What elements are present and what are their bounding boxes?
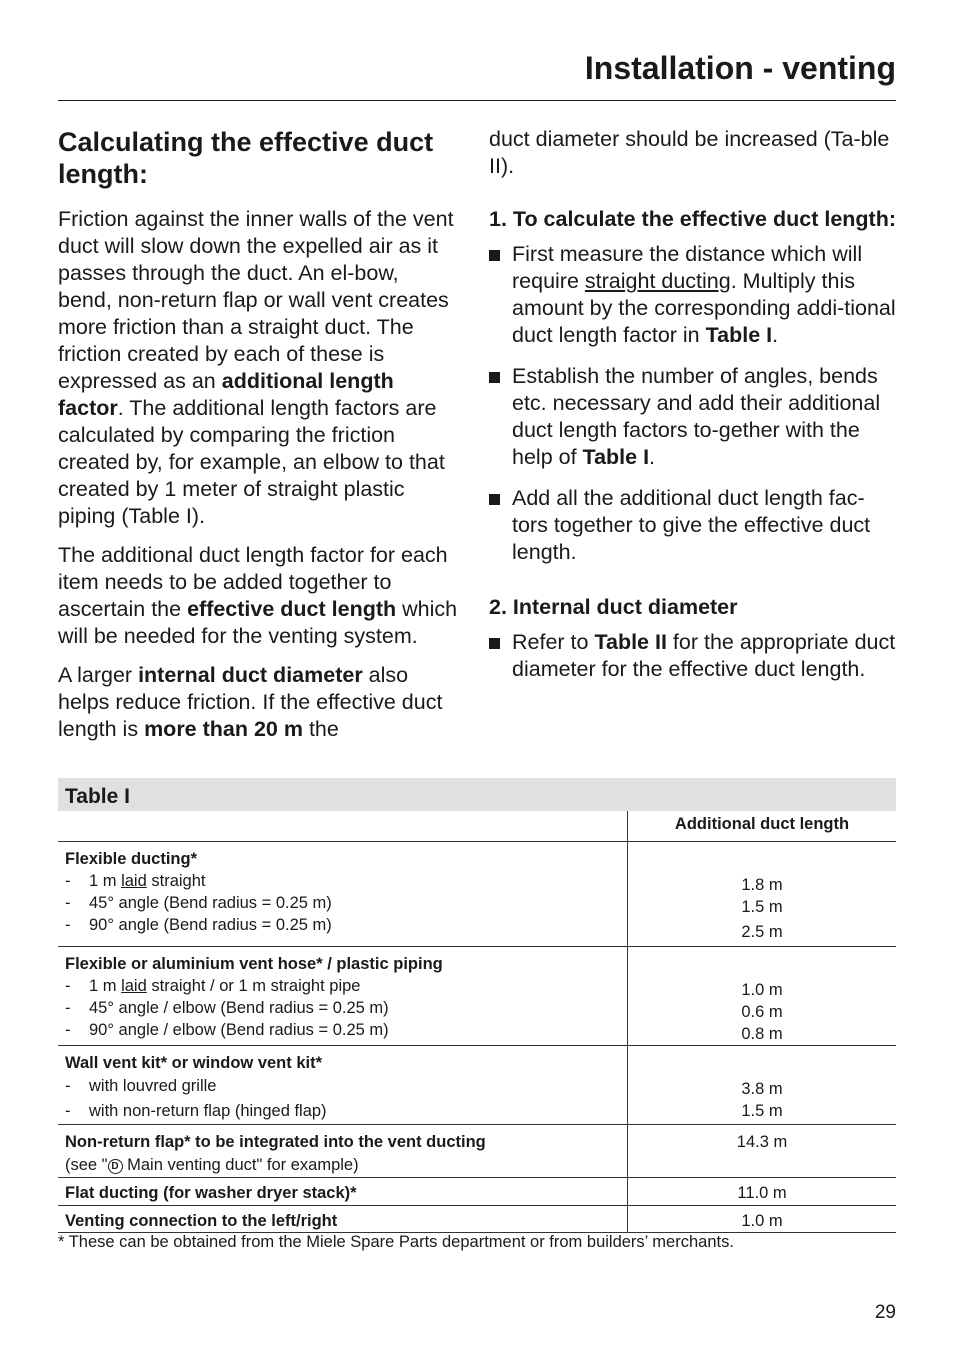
column-header: Additional duct length xyxy=(628,811,897,842)
bullet-square-icon xyxy=(489,638,500,649)
row-item: - 1 m laid straight xyxy=(65,872,206,890)
row-value: 0.8 m xyxy=(741,1025,783,1043)
row-title: Flexible or aluminium vent hose* / plastic piping xyxy=(65,955,443,973)
list-item: Establish the number of angles, bends etc. necessary and add their additional duct length factors to-gether with the help of Table I. xyxy=(489,363,896,471)
table-header-row xyxy=(58,811,896,842)
table-row xyxy=(58,947,896,1046)
row-item: - with non-return flap (hinged flap) xyxy=(65,1102,327,1120)
bullet-square-icon xyxy=(489,372,500,383)
page-number: 29 xyxy=(874,1302,896,1323)
region-d-icon: D xyxy=(108,1159,123,1174)
table-title: Table I xyxy=(58,778,896,811)
row-value: 1.0 m xyxy=(741,1212,783,1230)
table-row xyxy=(58,1206,896,1233)
row-value: 3.8 m xyxy=(741,1080,783,1098)
row-value: 1.5 m xyxy=(741,1102,783,1120)
table-row xyxy=(58,1125,896,1178)
row-item: - 90° angle / elbow (Bend radius = 0.25 m) xyxy=(65,1021,389,1039)
table-footnote: * These can be obtained from the Miele Spare Parts department or from builders’ merchants. xyxy=(58,1233,734,1251)
paragraph-internal-diameter: A larger internal duct diameter also helps reduce friction. If the effective duct length is more than 20 m the xyxy=(58,663,443,741)
subheading-diameter: 2. Internal duct diameter xyxy=(489,595,738,619)
bullet-square-icon xyxy=(489,250,500,261)
row-item: - 45° angle / elbow (Bend radius = 0.25 m) xyxy=(65,999,389,1017)
table-i xyxy=(58,778,896,1233)
row-title: Flat ducting (for washer dryer stack)* xyxy=(65,1184,357,1202)
list-item: Refer to Table II for the appropriate duct diameter for the effective duct length. xyxy=(489,629,896,683)
list-item: Add all the additional duct length fac-tors together to give the effective duct length. xyxy=(489,485,896,566)
paragraph-continued: duct diameter should be increased (Ta-ble II). xyxy=(489,127,890,178)
row-item: - with louvred grille xyxy=(65,1077,217,1095)
section-heading: Calculating the effective duct length: xyxy=(58,127,434,189)
subheading-calculate: 1. To calculate the effective duct length: xyxy=(489,207,896,231)
row-value: 0.6 m xyxy=(741,1003,783,1021)
row-note: (see " D Main venting duct" for example) xyxy=(65,1156,359,1174)
right-column xyxy=(489,126,896,697)
row-value: 14.3 m xyxy=(736,1133,788,1151)
row-value: 1.0 m xyxy=(741,981,783,999)
row-value: 2.5 m xyxy=(741,923,783,941)
row-title: Venting connection to the left/right xyxy=(65,1212,338,1230)
row-item: - 1 m laid straight / or 1 m straight pipe xyxy=(65,977,361,995)
row-title: Flexible ducting* xyxy=(65,850,198,868)
paragraph-additional-factor: The additional duct length factor for each item needs to be added together to ascertain the effective duct length which will be needed for the venting system. xyxy=(58,543,458,648)
paragraph-friction: Friction against the inner walls of the vent duct will slow down the expelled air as it passes through the duct. An el-bow, bend, non-return flap or wall vent creates more friction than a straight duct. The friction created by each of these is expressed as an additional length factor. The additional length factors are calculated by comparing the friction created by, for example, an elbow to that created by 1 meter of straight plastic piping (Table I). xyxy=(58,207,454,528)
row-value: 11.0 m xyxy=(737,1184,787,1202)
row-title: Non-return flap* to be integrated into the vent ducting xyxy=(65,1133,486,1151)
table-row xyxy=(58,1046,896,1125)
page-title: Installation - venting xyxy=(584,50,896,86)
header-rule xyxy=(58,100,896,101)
bullet-list-diameter xyxy=(489,629,896,683)
left-column xyxy=(58,126,458,755)
list-item: First measure the distance which will require straight ducting. Multiply this amount by the corresponding addi-tional duct length factor in Table I. xyxy=(489,241,896,349)
row-value: 1.5 m xyxy=(741,898,783,916)
table-row xyxy=(58,1178,896,1206)
row-value: 1.8 m xyxy=(741,876,783,894)
row-item: - 90° angle (Bend radius = 0.25 m) xyxy=(65,916,332,934)
row-item: - 45° angle (Bend radius = 0.25 m) xyxy=(65,894,332,912)
bullet-square-icon xyxy=(489,494,500,505)
table-row xyxy=(58,842,896,947)
row-title: Wall vent kit* or window vent kit* xyxy=(65,1054,323,1072)
bullet-list-calculate xyxy=(489,241,896,566)
